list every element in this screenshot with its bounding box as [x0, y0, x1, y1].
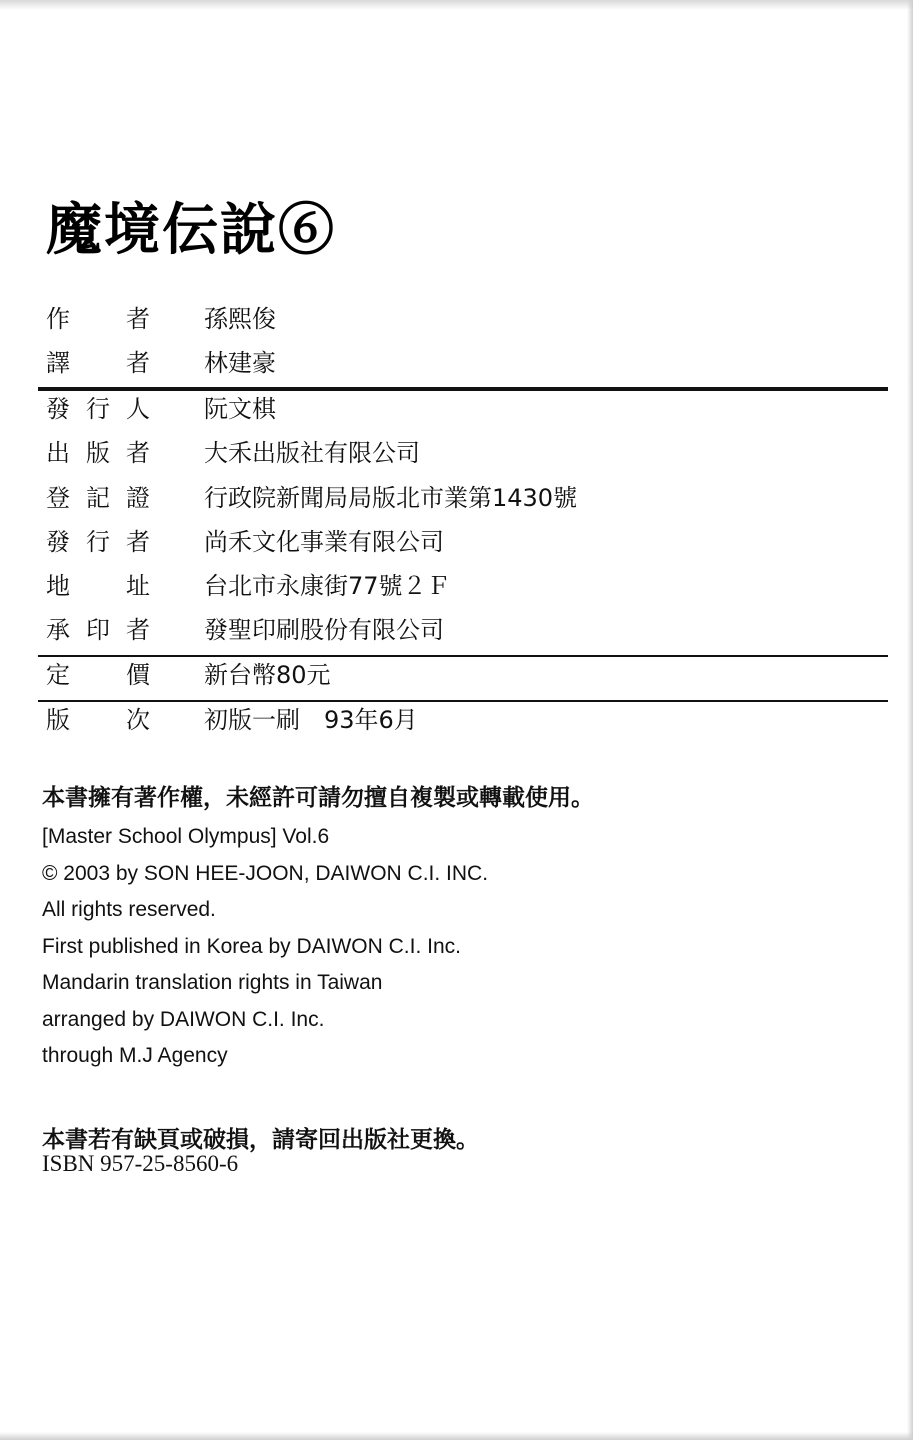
- colophon-label: 登記證: [46, 484, 150, 512]
- colophon-value: 行政院新聞局局版北市業第1430號: [204, 484, 578, 512]
- credit-line: All rights reserved.: [42, 898, 216, 921]
- colophon-value: 孫熙俊: [204, 305, 276, 333]
- colophon-label: 定價: [46, 661, 150, 689]
- colophon-value: 發聖印刷股份有限公司: [204, 616, 444, 644]
- colophon-value: 台北市永康街77號２Ｆ: [204, 572, 451, 600]
- colophon-value: 初版一刷 93年6月: [204, 706, 418, 734]
- divider-thin: [38, 655, 888, 657]
- credit-line: © 2003 by SON HEE-JOON, DAIWON C.I. INC.: [42, 861, 489, 885]
- colophon-row-publisher: [46, 436, 886, 476]
- colophon-label: 作者: [46, 305, 150, 333]
- divider-thick: [38, 387, 888, 391]
- colophon-row-price: [46, 658, 886, 698]
- credits-block: [42, 819, 488, 1075]
- credit-line: Mandarin translation rights in Taiwan: [42, 971, 383, 994]
- credit-line: through M.J Agency: [42, 1044, 228, 1067]
- page-edge-shadow-top: [0, 0, 913, 10]
- credit-line: arranged by DAIWON C.I. Inc.: [42, 1007, 325, 1031]
- credit-line: First published in Korea by DAIWON C.I. Inc.: [42, 934, 461, 958]
- colophon-row-distributor: [46, 525, 886, 565]
- colophon-label: 版次: [46, 706, 150, 734]
- colophon-row-address: [46, 569, 886, 609]
- colophon-value: 尚禾文化事業有限公司: [204, 528, 444, 556]
- colophon-label: 發行者: [46, 528, 150, 556]
- colophon-label: 承印者: [46, 616, 150, 644]
- colophon-row-edition: [46, 703, 886, 743]
- page-edge-shadow-right: [907, 0, 913, 1440]
- return-notice: 本書若有缺頁或破損，請寄回出版社更換。: [42, 1127, 479, 1153]
- colophon-label: 譯者: [46, 349, 150, 377]
- colophon-label: 發行人: [46, 395, 150, 423]
- page-edge-shadow-bottom: [0, 1432, 913, 1440]
- colophon-value: 新台幣80元: [204, 661, 331, 689]
- colophon-row-printer: [46, 613, 886, 653]
- colophon-label: 出版者: [46, 439, 150, 467]
- colophon-value: 林建豪: [204, 349, 276, 377]
- book-title: 魔境伝說⑥: [46, 197, 336, 263]
- colophon-row-registration: [46, 481, 886, 521]
- divider-thin: [38, 700, 888, 702]
- credit-line: [Master School Olympus] Vol.6: [42, 825, 330, 848]
- copyright-notice: 本書擁有著作權，未經許可請勿擅自複製或轉載使用。: [42, 785, 594, 811]
- colophon-label: 地址: [46, 572, 150, 600]
- colophon-value: 大禾出版社有限公司: [204, 439, 420, 467]
- colophon-row-issuer: [46, 392, 886, 432]
- isbn: ISBN 957-25-8560-6: [42, 1151, 239, 1176]
- colophon-value: 阮文棋: [204, 395, 276, 423]
- colophon-row-translator: [46, 346, 886, 386]
- colophon-row-author: [46, 302, 886, 342]
